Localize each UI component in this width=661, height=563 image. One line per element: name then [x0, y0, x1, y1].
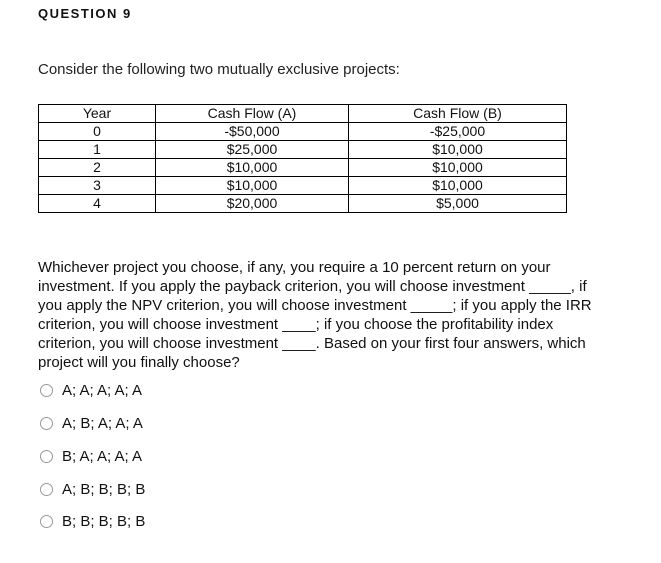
radio-button[interactable]	[40, 515, 53, 528]
header-cash-flow-a: Cash Flow (A)	[156, 105, 349, 123]
table-row	[39, 141, 567, 159]
header-year: Year	[39, 105, 156, 123]
answer-option-5[interactable]	[40, 513, 145, 530]
cell-year: 0	[39, 123, 156, 141]
option-label: A; B; A; A; A	[62, 415, 143, 432]
cell-year: 4	[39, 195, 156, 213]
cell-cash-flow-a: $20,000	[156, 195, 349, 213]
table-row	[39, 195, 567, 213]
option-label: B; B; B; B; B	[62, 513, 146, 530]
table-row	[39, 159, 567, 177]
cell-cash-flow-a: $25,000	[156, 141, 349, 159]
answer-option-2[interactable]	[40, 415, 143, 432]
cell-cash-flow-a: $10,000	[156, 177, 349, 195]
cell-cash-flow-b: $10,000	[349, 159, 567, 177]
cell-cash-flow-a: -$50,000	[156, 123, 349, 141]
question-line: investment. If you apply the payback criterion, you will choose investment _____, if	[38, 278, 587, 295]
question-text	[38, 258, 638, 372]
option-label: B; A; A; A; A	[62, 448, 143, 465]
radio-button[interactable]	[40, 483, 53, 496]
radio-button[interactable]	[40, 417, 53, 430]
cell-year: 2	[39, 159, 156, 177]
cell-cash-flow-b: -$25,000	[349, 123, 567, 141]
option-label: A; A; A; A; A	[62, 382, 143, 399]
question-line: criterion, you will choose investment ____. Based on your first four answers, which	[38, 335, 586, 352]
answer-option-1[interactable]	[40, 382, 142, 399]
cell-year: 3	[39, 177, 156, 195]
question-intro: Consider the following two mutually exclusive projects:	[38, 61, 400, 78]
table-header-row	[39, 105, 567, 123]
cell-year: 1	[39, 141, 156, 159]
cell-cash-flow-b: $5,000	[349, 195, 567, 213]
table-row	[39, 177, 567, 195]
cell-cash-flow-a: $10,000	[156, 159, 349, 177]
answer-option-4[interactable]	[40, 481, 145, 498]
question-line: Whichever project you choose, if any, you require a 10 percent return on your	[38, 259, 551, 276]
question-number: QUESTION 9	[38, 6, 132, 21]
radio-button[interactable]	[40, 384, 53, 397]
cash-flow-table	[38, 104, 567, 213]
question-line: you apply the NPV criterion, you will choose investment _____; if you apply the IRR	[38, 297, 592, 314]
header-cash-flow-b: Cash Flow (B)	[349, 105, 567, 123]
cell-cash-flow-b: $10,000	[349, 141, 567, 159]
radio-button[interactable]	[40, 450, 53, 463]
option-label: A; B; B; B; B	[62, 481, 146, 498]
table-row	[39, 123, 567, 141]
answer-option-3[interactable]	[40, 448, 142, 465]
question-line: criterion, you will choose investment ____; if you choose the profitability index	[38, 316, 554, 333]
cell-cash-flow-b: $10,000	[349, 177, 567, 195]
question-line: project will you finally choose?	[38, 354, 240, 371]
